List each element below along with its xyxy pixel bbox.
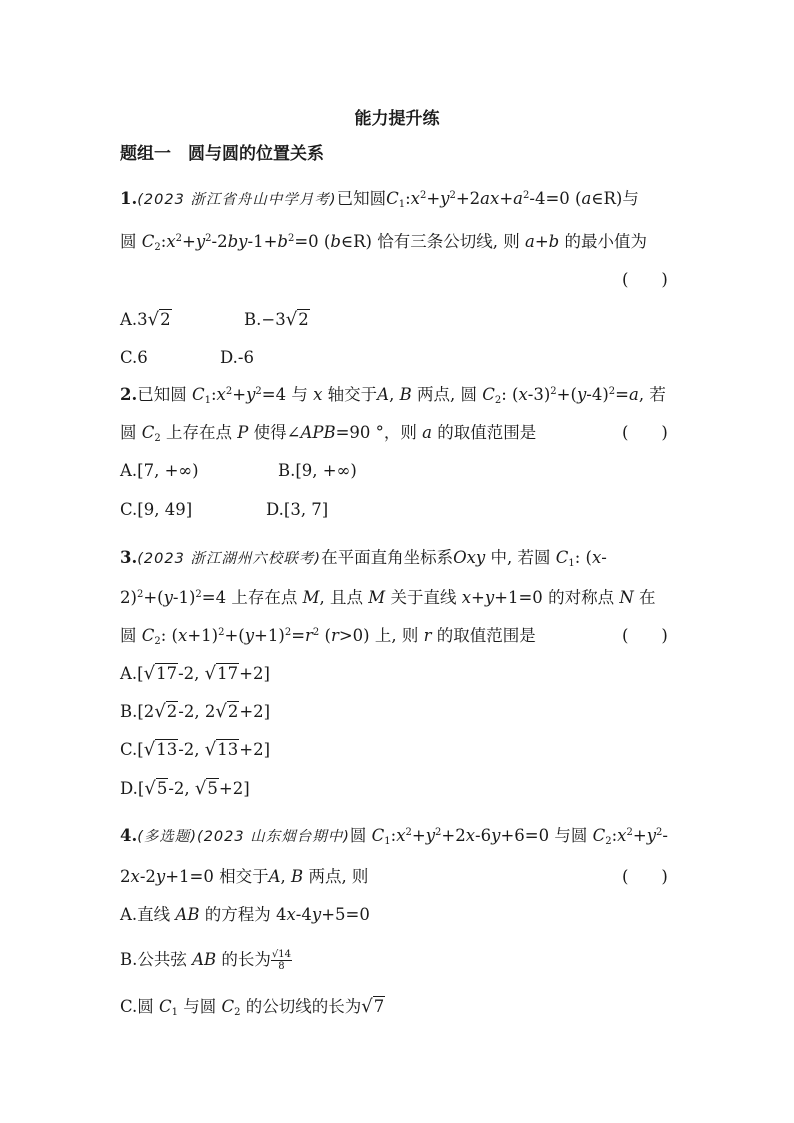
q3-stem-d: 且点 [330, 588, 364, 607]
q3-option-c-radicand-1: 13 [156, 740, 178, 759]
q4-option-b: B.公共弦 AB 的长为 $\frac{√14}{8}$ [120, 949, 292, 972]
q3-option-c-mid: -2, [178, 740, 205, 759]
q3-stem-a: 在平面直角坐标系 [321, 548, 454, 567]
q3-option-c [120, 739, 270, 761]
section-title: 题组一 圆与圆的位置关系 [120, 144, 324, 164]
q1-source: (2023 浙江省舟山中学月考) [137, 192, 337, 208]
q2-option-a: A.[7, +∞) [120, 461, 199, 480]
q1-line-2: 圆 $C_2:x^2+y^2-2by-1+b^2=0$ (b∈R) 恰有三条公切线, 则 a+b 的最小值为 [120, 232, 647, 253]
q1-stem: 已知圆 [336, 189, 387, 208]
sqrt-symbol: √13 [204, 739, 239, 760]
q2-stem-h: =90 °，则 [335, 423, 417, 442]
q1-option-b [244, 309, 310, 331]
q3-option-a-pre: A.[ [120, 664, 144, 683]
q4-option-a-mid: 的方程为 [204, 905, 271, 924]
q4-stem-c: 相交于 [219, 867, 269, 886]
q2-stem-f: 上存在点 [166, 423, 232, 442]
q2-option-d: D.[3, 7] [266, 500, 329, 519]
sqrt-symbol: √17 [143, 663, 178, 684]
q2-line-2: 圆 $C_2$ 上存在点 P 使得∠APB=90 °，则 a 的取值范围是 [120, 423, 537, 444]
q3-stem-g: 在 [639, 588, 656, 607]
q2-answer-paren[interactable]: ( ) [622, 423, 668, 442]
sqrt-symbol: √2 [285, 309, 309, 330]
q3-source: (2023 浙江湖州六校联考) [137, 551, 322, 567]
q2-stem-a: 已知圆 [137, 385, 187, 404]
q3-option-d-radicand-2: 5 [207, 779, 218, 798]
q4-stem-a: 圆 [349, 826, 367, 845]
q3-option-d [120, 778, 250, 800]
q4-source: (多选题)(2023 山东烟台期中) [137, 829, 350, 845]
sqrt-symbol: √13 [143, 739, 178, 760]
q4-option-c: C.圆 $C_1$ 与圆 $C_2$ 的公切线的长为√7 [120, 996, 385, 1018]
q3-option-b-pre: B.[2 [120, 702, 155, 721]
q3-number: 3. [120, 548, 138, 567]
q3-option-b [120, 701, 270, 723]
q1-option-b-radicand: 2 [298, 310, 309, 329]
q4-option-c-radicand: 7 [373, 997, 385, 1016]
q2-stem-d: 两点, 圆 [416, 385, 477, 404]
q3-line-2: $2)^2+(y-1)^2=4$ 上存在点 M, 且点 M 关于直线 x+y+1=0 的对称点 N 在 [120, 588, 656, 607]
q1-option-c: C.6 [120, 348, 148, 367]
sqrt-symbol: √2 [215, 701, 239, 722]
q3-option-c-post: +2] [239, 740, 271, 759]
q1-option-a-text: A.3 [120, 310, 148, 329]
q3-option-a-radicand-2: 17 [217, 664, 239, 683]
q3-line-1: 3.(2023 浙江湖州六校联考)在平面直角坐标系Oxy 中, 若圆 $C_1$: (x- [120, 548, 607, 569]
q4-answer-paren[interactable]: ( ) [622, 867, 668, 886]
q3-stem-e: 关于直线 [390, 588, 457, 607]
q3-stem-i: 上, 则 [374, 626, 419, 645]
q4-option-a: A.直线 AB 的方程为 4x-4y+5=0 [120, 905, 370, 924]
q2-stem-e: 圆 [120, 423, 137, 442]
q4-stem-d: 两点, 则 [308, 867, 369, 886]
q3-option-c-pre: C.[ [120, 740, 144, 759]
q3-stem-j: 的取值范围是 [436, 626, 536, 645]
q1-line-1: 1.(2023 浙江省舟山中学月考)已知圆$C_1:x^2+y^2+2ax+a^2-4=0$ (a∈R)与 [120, 189, 639, 210]
q3-option-b-radicand-1: 2 [166, 702, 178, 721]
q3-option-d-radicand-1: 5 [156, 779, 168, 798]
q4-option-c-mid2: 的公切线的长为 [245, 997, 362, 1016]
q3-option-d-pre: D.[ [120, 779, 145, 798]
q3-answer-paren[interactable]: ( ) [622, 626, 668, 645]
q3-option-b-post: +2] [239, 702, 271, 721]
q3-option-b-radicand-2: 2 [227, 702, 239, 721]
q4-line-2: 2x-2y+1=0 相交于A, B 两点, 则 [120, 867, 369, 886]
sqrt-symbol: √17 [204, 663, 239, 684]
q3-stem-b: 中, 若圆 [490, 548, 551, 567]
q2-stem-i: 的取值范围是 [437, 423, 537, 442]
q1-stem-c: 的最小值为 [564, 232, 647, 251]
q1-stem-b: 恰有三条公切线, 则 [377, 232, 520, 251]
q4-option-b-pre: B.公共弦 [120, 950, 187, 969]
q2-stem-g: 使得∠ [253, 423, 301, 442]
q2-stem-b: 与 [291, 385, 308, 404]
q2-option-b: B.[9, +∞) [278, 461, 357, 480]
sqrt-symbol: √2 [147, 309, 171, 330]
q4-option-b-frac-den: 8 [278, 961, 285, 972]
q2-option-c: C.[9, 49] [120, 500, 193, 519]
q3-option-a [120, 663, 270, 685]
q4-option-a-pre: A.直线 [120, 905, 171, 924]
q1-option-b-text: B.−3 [244, 310, 286, 329]
q2-number: 2. [120, 385, 138, 404]
q3-stem-c: 上存在点 [231, 588, 298, 607]
page-title: 能力提升练 [354, 109, 440, 129]
sqrt-symbol: √5 [144, 778, 168, 799]
q2-stem-c: 轴交于 [327, 385, 378, 404]
q3-option-a-radicand-1: 17 [156, 664, 178, 683]
q1-number: 1. [120, 189, 138, 208]
q4-option-c-mid1: 与圆 [183, 997, 217, 1016]
q3-stem-f: 的对称点 [548, 588, 615, 607]
q4-stem-b: 与圆 [554, 826, 588, 845]
q3-option-d-mid: -2, [168, 779, 195, 798]
q3-option-a-post: +2] [239, 664, 270, 683]
q4-option-b-frac-num: 14 [278, 949, 292, 960]
q1-option-d: D.-6 [220, 348, 254, 367]
sqrt-symbol: √5 [194, 778, 218, 799]
q3-option-d-post: +2] [218, 779, 250, 798]
sqrt-symbol: √2 [154, 701, 178, 722]
q2-line-1: 2.已知圆 $C_1:x^2+y^2=4$ 与 x 轴交于A, B 两点, 圆 $C_2$: $(x-3)^2+(y-4)^2=a$, 若 [120, 385, 666, 406]
q3-option-a-mid: -2, [178, 664, 205, 683]
q3-option-c-radicand-2: 13 [217, 740, 239, 759]
q1-answer-paren[interactable]: ( ) [622, 270, 668, 289]
q1-option-a-radicand: 2 [160, 310, 171, 329]
fraction: $\frac{√14}{8}$ [271, 949, 292, 972]
q3-option-b-mid: -2, 2 [178, 702, 216, 721]
q4-option-b-mid: 的长为 [221, 950, 271, 969]
q1-option-a [120, 309, 172, 331]
q3-stem-h: 圆 [120, 626, 137, 645]
q4-option-c-pre: C.圆 [120, 997, 154, 1016]
sqrt-symbol: √7 [361, 996, 385, 1017]
q4-line-1: 4.(多选题)(2023 山东烟台期中)圆 $C_1:x^2+y^2+2x-6y+6=0$ 与圆 $C_2:x^2+y^2-$ [120, 826, 668, 847]
q4-number: 4. [120, 826, 138, 845]
q3-line-3: 圆 $C_2$: $(x+1)^2+(y+1)^2=r^2$ (r>0) 上, 则 r 的取值范围是 [120, 626, 536, 647]
